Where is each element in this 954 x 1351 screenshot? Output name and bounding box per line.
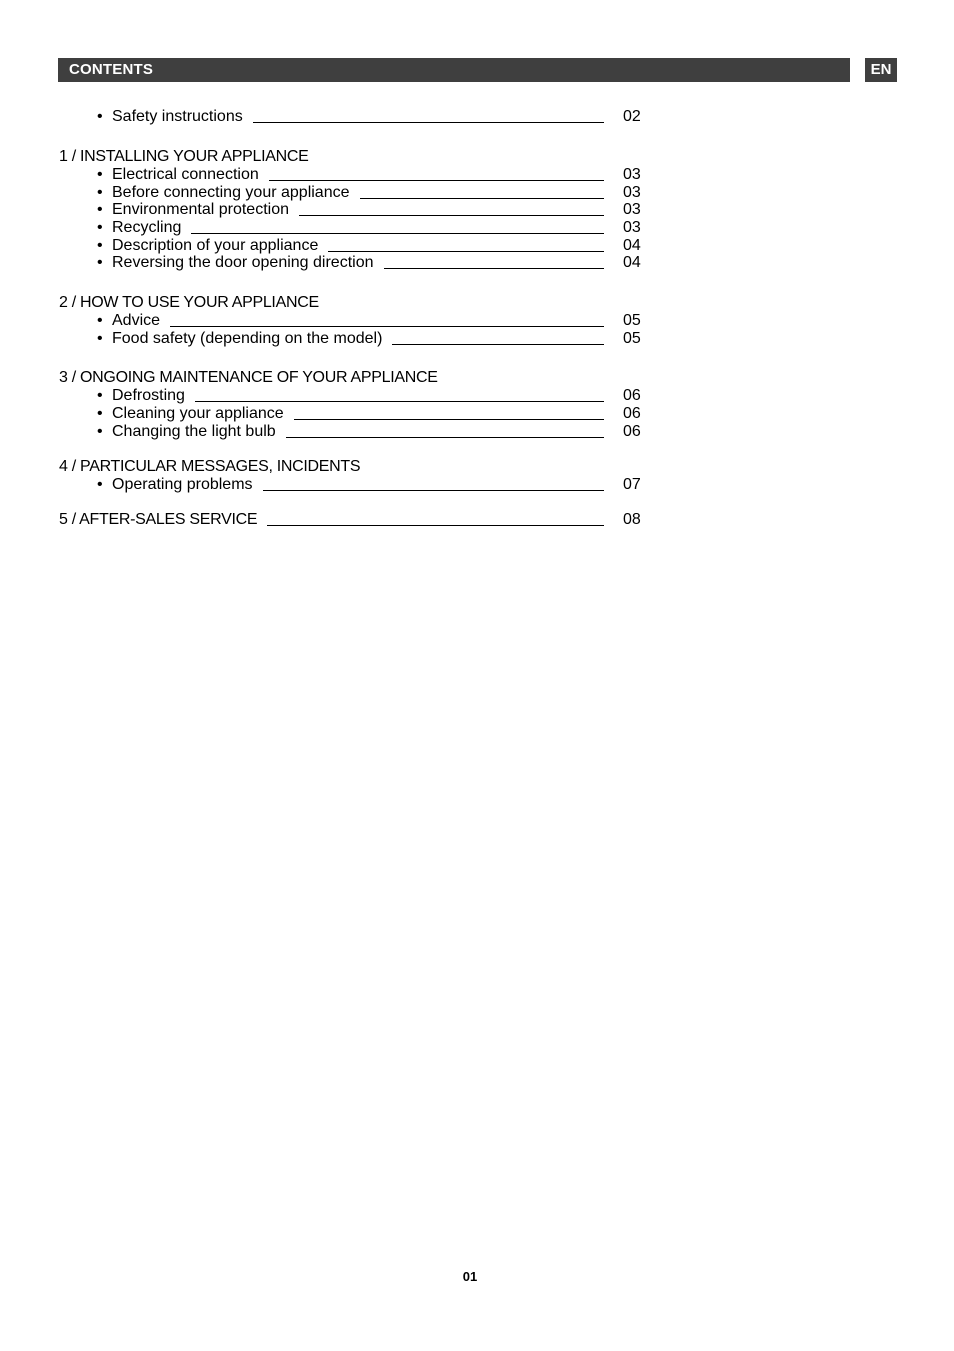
bullet: • — [97, 254, 103, 271]
toc-item-label: Recycling — [112, 219, 191, 237]
bullet: • — [97, 184, 103, 201]
language-badge: EN — [865, 58, 897, 82]
toc-item-description[interactable] — [0, 237, 700, 255]
bullet: • — [97, 237, 103, 254]
bullet: • — [97, 201, 103, 218]
toc-item-page: 06 — [623, 423, 641, 440]
toc-item-label: Defrosting — [112, 387, 195, 405]
bullet: • — [97, 330, 103, 347]
toc-item-electrical-connection[interactable] — [0, 166, 700, 184]
toc-item-operating-problems[interactable] — [0, 476, 700, 494]
toc-item-page: 03 — [623, 166, 641, 183]
toc-item-label: Food safety (depending on the model) — [112, 330, 392, 348]
toc-item-light-bulb[interactable] — [0, 423, 700, 441]
toc-item-label: Reversing the door opening direction — [112, 254, 384, 272]
toc-item-page: 03 — [623, 219, 641, 236]
toc-item-label: Description of your appliance — [112, 237, 328, 255]
toc-item-label: Cleaning your appliance — [112, 405, 294, 423]
toc-item-page: 06 — [623, 387, 641, 404]
section-heading-how-to-use[interactable]: 2 / HOW TO USE YOUR APPLIANCE — [59, 294, 319, 311]
toc-item-label: Operating problems — [112, 476, 263, 494]
toc-item-page: 05 — [623, 330, 641, 347]
toc-item-page: 02 — [623, 108, 641, 125]
toc-item-before-connecting[interactable] — [0, 184, 700, 202]
section-heading-maintenance[interactable]: 3 / ONGOING MAINTENANCE OF YOUR APPLIANCE — [59, 369, 438, 386]
toc-item-label: Environmental protection — [112, 201, 299, 219]
bullet: • — [97, 423, 103, 440]
bullet: • — [97, 219, 103, 236]
toc-section-after-sales[interactable] — [0, 511, 700, 529]
bullet: • — [97, 405, 103, 422]
toc-item-food-safety[interactable] — [0, 330, 700, 348]
toc-item-page: 03 — [623, 184, 641, 201]
bullet: • — [97, 312, 103, 329]
toc-item-recycling[interactable] — [0, 219, 700, 237]
bullet: • — [97, 387, 103, 404]
toc-item-page: 04 — [623, 237, 641, 254]
leader-line — [112, 326, 604, 327]
toc-item-page: 03 — [623, 201, 641, 218]
toc-item-cleaning[interactable] — [0, 405, 700, 423]
bullet: • — [97, 476, 103, 493]
toc-item-page: 06 — [623, 405, 641, 422]
toc-item-advice[interactable] — [0, 312, 700, 330]
toc-item-reversing-door[interactable] — [0, 254, 700, 272]
page-number: 01 — [462, 1269, 478, 1284]
toc-item-label: Safety instructions — [112, 108, 253, 126]
toc-item-page: 08 — [623, 511, 641, 528]
toc-item-safety-instructions[interactable] — [0, 108, 700, 126]
section-heading-messages[interactable]: 4 / PARTICULAR MESSAGES, INCIDENTS — [59, 458, 361, 475]
section-heading-installing[interactable]: 1 / INSTALLING YOUR APPLIANCE — [59, 148, 309, 165]
toc-item-label: Electrical connection — [112, 166, 269, 184]
toc-item-label: Changing the light bulb — [112, 423, 286, 441]
toc-item-label: Advice — [112, 312, 170, 330]
toc-item-label: Before connecting your appliance — [112, 184, 360, 202]
bullet: • — [97, 108, 103, 125]
toc-item-defrosting[interactable] — [0, 387, 700, 405]
toc-item-page: 04 — [623, 254, 641, 271]
bullet: • — [97, 166, 103, 183]
toc-item-page: 05 — [623, 312, 641, 329]
header-bar — [58, 58, 850, 82]
toc-item-environmental-protection[interactable] — [0, 201, 700, 219]
toc-item-page: 07 — [623, 476, 641, 493]
section-heading-after-sales: 5 / AFTER-SALES SERVICE — [59, 511, 267, 529]
page-title: CONTENTS — [69, 61, 154, 78]
